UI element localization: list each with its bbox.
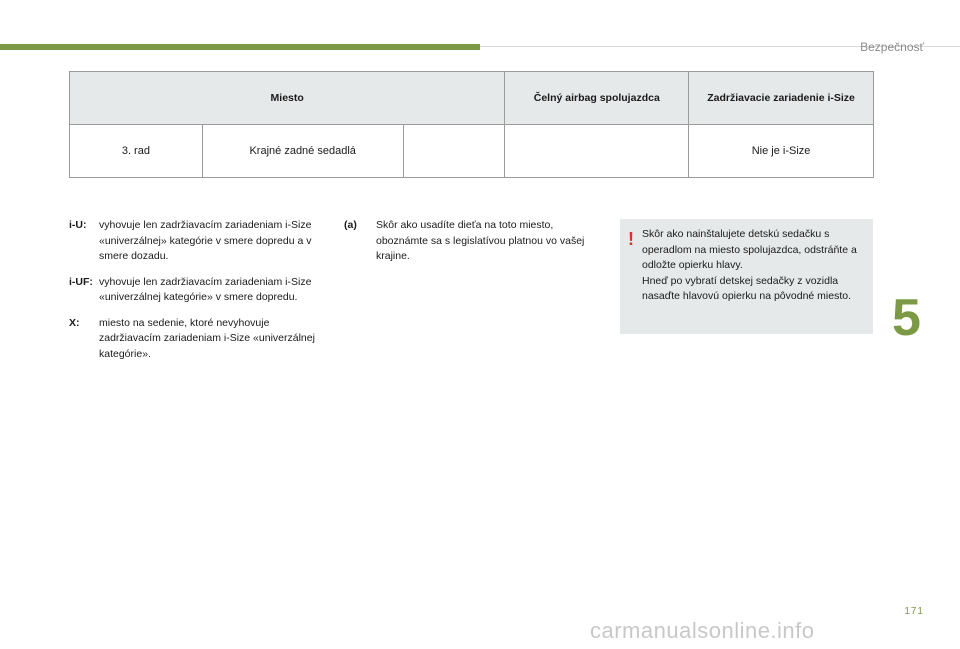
seat-table <box>69 71 874 178</box>
legend-definitions <box>69 218 319 372</box>
footnote <box>344 218 599 265</box>
table-header-cell: Miesto <box>70 72 505 125</box>
chapter-number: 5 <box>892 289 921 347</box>
footnote-text: Skôr ako usadíte dieťa na toto miesto, oboznámte sa s legislatívou platnou vo vašej krajine. <box>376 219 585 262</box>
legend-term: X: <box>69 316 80 329</box>
warning-box <box>620 219 873 334</box>
legend-text: vyhovuje len zadržiavacím zariadeniam i-Size «univerzálnej» kategórie v smere dopredu a v smere dozadu. <box>99 219 312 262</box>
table-cell <box>403 125 505 178</box>
section-color-bar <box>0 44 480 50</box>
watermark: carmanualsonline.info <box>590 618 815 643</box>
warning-text: Hneď po vybratí detskej sedačky z vozidla nasaďte hlavovú opierku na pôvodné miesto. <box>642 274 852 302</box>
table-row <box>70 125 874 178</box>
legend-item <box>69 218 319 265</box>
page-number: 171 <box>904 606 924 617</box>
table-cell: Krajné zadné sedadlá <box>202 125 403 178</box>
legend-text: vyhovuje len zadržiavacím zariadeniam i-Size «univerzálnej kategórie» v smere dopredu. <box>99 275 312 303</box>
section-title: Bezpečnosť <box>860 40 924 54</box>
footnote-marker: (a) <box>344 219 357 231</box>
table-header-row <box>70 72 874 125</box>
legend-item <box>69 275 319 306</box>
legend-item <box>69 316 319 363</box>
warning-text: Skôr ako nainštalujete detskú sedačku s operadlom na miesto spolujazdca, odstráňte a odložte opierku hlavy. <box>642 228 857 271</box>
table-cell <box>505 125 689 178</box>
table-header-cell: Čelný airbag spolujazdca <box>505 72 689 125</box>
legend-term: i-U: <box>69 219 87 231</box>
legend-text: miesto na sedenie, ktoré nevyhovuje zadržiavacím zariadeniam i-Size «univerzálnej kategórie». <box>99 316 315 360</box>
table-header-cell: Zadržiavacie zariadenie i-Size <box>689 72 874 125</box>
table-cell: Nie je i-Size <box>689 125 874 178</box>
legend-term: i-UF: <box>69 275 93 288</box>
exclamation-warning-icon: ! <box>628 229 634 249</box>
table-cell: 3. rad <box>70 125 203 178</box>
